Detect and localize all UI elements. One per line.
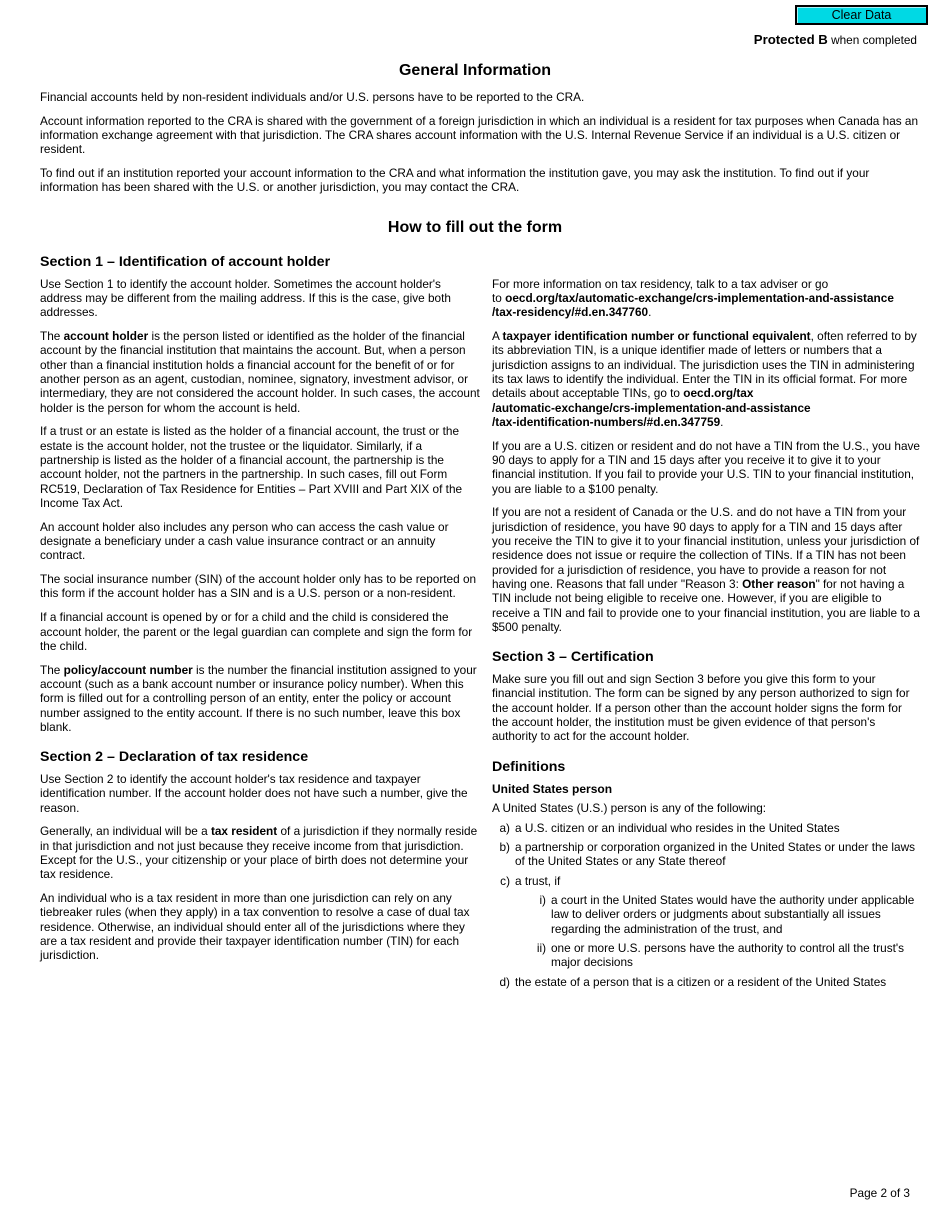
- list-marker: i): [539, 893, 546, 908]
- clear-data-button[interactable]: Clear Data: [795, 5, 928, 25]
- paragraph: The policy/account number is the number the financial institution assigned to your account (such as a bank account number or insurance policy number). When this form is filled out for a controlling person of an entity, enter the policy or account number assigned to the entity account. If there is no such number, leave this box blank.: [40, 662, 477, 734]
- paragraph: Make sure you fill out and sign Section 3 before you give this form to your financial institution. The form can be signed by any person authorized to sign for the account holder. If a person other than the account holder signs the form for the account holder, the institution must be given evidence of that person's authority to act for the account holder.: [492, 672, 910, 744]
- list-marker: ii): [536, 940, 546, 955]
- paragraph: An account holder also includes any person who can access the cash value or designate a beneficiary under a cash value insurance contract or an annuity contract.: [40, 519, 449, 563]
- paragraph: Generally, an individual will be a tax resident of a jurisdiction if they normally reside in that jurisdiction and not just because they receive income from that jurisdiction. Except for the U.S., your citizenship or your place of birth does not determine your tax residence.: [40, 824, 478, 882]
- paragraph: To find out if an institution reported your account information to the CRA and what information the institution gave, you may ask the institution. To find out if your information has been shared with the U.S. or another jurisdiction, you may contact the CRA.: [40, 166, 870, 195]
- definition-item-c-ii: [532, 941, 920, 970]
- two-column-layout: [0, 253, 950, 994]
- paragraph: The social insurance number (SIN) of the account holder only has to be reported on this form if the account holder has a SIN and is a U.S. person or a non-resident.: [40, 572, 477, 601]
- paragraph: An individual who is a tax resident in more than one jurisdiction can rely on any tiebreaker rules (when they apply) in a tax convention to resolve a case of dual tax residence. Otherwise, an individual should enter all of the jurisdictions where they are a tax resident and provide their taxpayer identification number (TIN) for each jurisdiction.: [40, 891, 470, 963]
- list-marker: d): [499, 974, 510, 989]
- section2-heading: Section 2 – Declaration of tax residence: [40, 749, 309, 766]
- page-indicator: Page 2 of 3: [849, 1186, 910, 1200]
- protected-b-notice: [0, 32, 950, 47]
- definition-item-d: [492, 975, 920, 989]
- list-marker: c): [500, 873, 510, 888]
- header-actions: [0, 0, 950, 25]
- us-person-subheading: United States person: [492, 781, 613, 796]
- definitions-heading: Definitions: [492, 758, 566, 775]
- paragraph: Use Section 2 to identify the account holder's tax residence and taxpayer identification number. If the account holder does not have such a number, give the reason.: [40, 772, 468, 815]
- definition-item-a: [492, 821, 920, 835]
- section3-heading: Section 3 – Certification: [492, 649, 654, 666]
- protected-b-label: Protected B: [753, 32, 828, 47]
- paragraph: If you are a U.S. citizen or resident and do not have a TIN from the U.S., you have 90 days to apply for a TIN and 15 days after you receive it to give it to your financial institution. If you fail to provide your U.S. TIN to your financial institution, you are liable to a $100 penalty.: [492, 438, 920, 496]
- list-item-text: a court in the United States would have the authority under applicable law to deliver orders or judgments about substantially all issues regarding the administration of the trust, and: [551, 893, 915, 936]
- paragraph: Account information reported to the CRA is shared with the government of a foreign jurisdiction in which an individual is a resident for tax purposes when Canada has an information exchange agreement with that jurisdiction. The CRA shares account information with the U.S. Internal Revenue Service if an individual is a U.S. citizen or resident.: [40, 113, 919, 157]
- definition-item-c: [492, 874, 920, 888]
- paragraph: A taxpayer identification number or functional equivalent, often referred to by its abbreviation TIN, is a unique identifier made of letters or numbers that a jurisdiction assigns to an individual. The jurisdiction uses the TIN in administering its tax laws to identify the individual. Enter the TIN in its official format. For more details about acceptable TINs, go to oecd.org/tax /automatic-exchange/crs-implementation-and-assistance /tax-identification-numbers/#d.en.347759.: [492, 329, 917, 429]
- list-item-text: a U.S. citizen or an individual who resides in the United States: [515, 820, 840, 835]
- list-item-text: the estate of a person that is a citizen or a resident of the United States: [515, 974, 887, 989]
- list-item-text: one or more U.S. persons have the authority to control all the trust's major decisions: [551, 940, 905, 970]
- list-marker: b): [499, 840, 510, 855]
- paragraph: If you are not a resident of Canada or the U.S. and do not have a TIN from your jurisdiction of residence, you have 90 days to apply for a TIN and 15 days after you receive the TIN to give it to your financial institution, unless your jurisdiction of residence does not issue or require the collection of TINs. If a TIN has not been provided for a jurisdiction of residence, you have to provide a reason for not having one. Reasons that fall under "Reason 3: Other reason" for not having a TIN include not being eligible to receive one. However, if you are eligible to receive a TIN and fail to provide one to your financial institution, you are liable to a $500 penalty.: [492, 505, 920, 634]
- definition-item-c-i: [532, 893, 920, 936]
- left-column: [40, 253, 480, 994]
- protected-b-suffix: when completed: [827, 33, 917, 47]
- paragraph: The account holder is the person listed or identified as the holder of the financial account by the financial institution that maintains the account. But, when a person other than a financial institution holds a financial account for the benefit of or for another person as an agent, custodian, nominee, signatory, investment advisor, or intermediary, they are not considered the account holder. In such cases, the account holder is the person for whom the account is held.: [40, 329, 480, 415]
- paragraph: Use Section 1 to identify the account holder. Sometimes the account holder's address may be different from the mailing address. If this is the case, give both addresses.: [40, 276, 451, 320]
- paragraph: If a financial account is opened by or for a child and the child is considered the account holder, the parent or the legal guardian can complete and sign the form for the child.: [40, 610, 473, 653]
- general-information-section: [0, 90, 950, 195]
- right-column: [492, 253, 920, 994]
- paragraph: Financial accounts held by non-resident individuals and/or U.S. persons have to be reported to the CRA.: [40, 90, 585, 104]
- paragraph: If a trust or an estate is listed as the holder of a financial account, the trust or the estate is the account holder, not the trustee or the liquidator. Similarly, if a partnership is listed as the holder of a financial account, the partnership is the account holder, not the partners in the partnership. In such cases, fill out Form RC519, Declaration of Tax Residence for Entities – Part XVIII and Part XIX of the Income Tax Act.: [40, 424, 463, 510]
- definitions-intro: A United States (U.S.) person is any of the following:: [492, 800, 767, 815]
- list-marker: a): [499, 820, 510, 835]
- definition-item-b: [492, 840, 920, 869]
- list-item-text: a trust, if: [515, 873, 561, 888]
- how-to-fill-title: How to fill out the form: [387, 218, 563, 236]
- list-item-text: a partnership or corporation organized in the United States or under the laws of the United States or any State thereof: [515, 840, 916, 869]
- general-information-title: General Information: [398, 62, 552, 79]
- paragraph: For more information on tax residency, talk to a tax adviser or go to oecd.org/tax/automatic-exchange/crs-implementation-and-assistance /tax-residency/#d.en.347760.: [492, 276, 894, 320]
- section1-heading: Section 1 – Identification of account holder: [40, 253, 331, 270]
